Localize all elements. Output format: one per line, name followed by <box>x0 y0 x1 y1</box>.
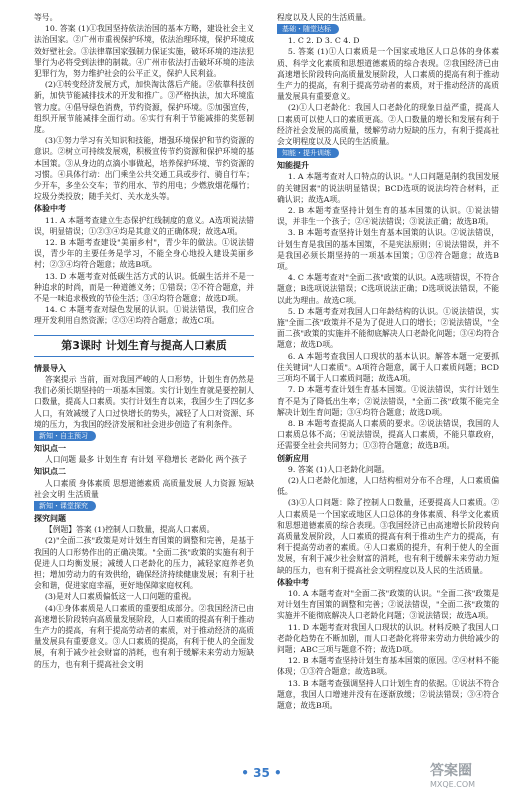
section-heading: 探究问题 <box>34 513 66 523</box>
watermark-logo <box>430 762 516 796</box>
answer-5: 5. 答案 (1)①人口素质是一个国家或地区人口总体的身体素质、科学文化素质和思想道德素质的综合表现。②我国经济已由高速增长阶段转向高质量发展阶段，人口素质的提高有利于推动生产力的提高，有利于提高劳动者的素质，对于推动经济的高质量发展具有重要意义。 <box>277 47 499 102</box>
answer-4: 4. C 本题考查对"全面二孩"政策的认识。A选项错误，不符合题意；B选项说法错误；C选项说法正确；D选项说法错误，不能以此为理由。故选C项。 <box>277 273 499 305</box>
answer-1: 1. A 本题考查对人口特点的认识。"人口问题是制约我国发展的关键因素"的说法明显错误；BCD选项的说法均符合材料，正确认识；故选A项。 <box>277 172 499 204</box>
section-heading: 知识点一 <box>34 443 66 453</box>
lesson-title: 第3课时 计划生育与提高人口素质 <box>34 335 254 357</box>
answer-8: 8. B 本题考查提高人口素质的要求。②说法错误，我国的人口素质总体不高；④说法错误，提高人口素质，不能只靠政府，还需要全社会共同努力；①③符合题意；故选B项。 <box>277 418 499 451</box>
answer-1-4: 1. C 2. D 3. C 4. D <box>287 36 360 46</box>
section-banner: 知能・提升训练 <box>277 148 339 158</box>
section-heading: 知识点二 <box>34 467 66 477</box>
watermark-url: MXQE.COM <box>430 780 476 789</box>
section-heading: 情景导入 <box>34 363 66 373</box>
paragraph: (2)①转变经济发展方式，加快淘汰落后产能。②依靠科技创新，加快节能减排技术的开发和推广。③严格执法，加大环境监管力度。④倡导绿色消费，节约资源，保护环境。⑤加强宣传，组织开展节能减排全面行动。⑥实行有利于节能减排的奖惩制度。 <box>34 80 254 135</box>
left-column <box>34 12 254 670</box>
answer-12: 12. B 本题考查建设"美丽乡村"，青少年的做法。①说法错误，青少年的主要任务是学习，不能全身心地投入建设美丽乡村；②③④均符合题意；故选B项。 <box>34 238 254 270</box>
paragraph: 等号。 <box>34 13 58 22</box>
paragraph: 人口素质 身体素质 思想道德素质 高质量发展 人力资源 短缺 社会文明 生活质量 <box>34 478 254 499</box>
answer-13: 13. D 本题考查对低碳生活方式的认识。低碳生活并不是一种追求的时尚，而是一种道德义务；①错误；②不符合题意，并不是一味追求极致的节俭生活；③④均符合题意；故选D项。 <box>34 271 254 304</box>
answer-12: 12. B 本题考查坚持计划生育基本国策的原因。②④材料不能体现；①③符合题意；故选B项。 <box>277 656 499 677</box>
answer-13: 13. B 本题考查强调坚持人口计划生育的依据。①说法不符合题意，我国人口增速并没有在逐渐放缓；②说法错误；③④符合题意；故选B项。 <box>277 678 499 710</box>
answer-5: 5. D 本题考查对我国人口年龄结构的认识。①说法错误，实施"全面二孩"政策并不是为了促进人口的增长；②说法错误，"全面二孩"政策的实施并不能彻底解决人口老龄化问题；③④均符合题意；故选D项。 <box>277 306 499 350</box>
right-column <box>277 12 499 711</box>
paragraph: (2)人口老龄化加速，人口结构相对分布不合理，人口素质偏低。 <box>277 475 499 497</box>
answer-7: 7. D 本题考查计划生育基本国策。①说法错误，实行计划生育不是为了降低出生率；②说法错误，"全面二孩"政策不能完全解决计划生育问题；③④均符合题意；故选D项。 <box>277 385 499 417</box>
answer-10: 10. 答案 (1)①我国坚持依法治国的基本方略，建设社会主义法治国家。②广州市重视保护环境，依法治理环境，保护环境成效好壁社会。③法律靠国家强制力保证实施，破坏环境的违法犯罪行为必将受到法律的制裁。④广州市依法打击破坏环境的违法犯罪行为，努力维护社会的公平正义，保护人民利益。 <box>34 24 254 79</box>
section-heading: 创新应用 <box>277 453 309 463</box>
paragraph: (4)①身体素质是人口素质的重要组成部分。②我国经济已由高速增长阶段转向高质量发展阶段，人口素质的提高有利于推动生产力的提高，有利于提高劳动者的素质，对于推动经济的高质量发展具有重要意义。③人口素质的提高，有利于使人的全面发展，有利于减少社会财富的消耗，也有利于缓解未来劳动力短缺的压力，也有利于提高社会文明 <box>34 603 254 669</box>
page-number: • 35 • <box>241 766 282 780</box>
paragraph: (3)是对人口素质偏低这一人口问题的重视。 <box>44 592 197 602</box>
answer-11: 11. A 本题考查建立生态保护红线制度的意义。A选项说法错误，明显错误；①②③④均是其意义的正确体现；故选A项。 <box>34 215 254 236</box>
paragraph: (2)"全面二孩"政策是对计划生育国策的调整和完善，是基于我国的人口形势作出的正确决策。"全面二孩"政策的实施有利于促进人口均衡发展；减缓人口老龄化的压力，减轻家庭养老负担；增加劳动力的有效供给，确保经济持续健康发展；有利于社会和谐，促进家庭幸福，更好地保障家庭权利。 <box>34 536 254 591</box>
answer-2: 2. B 本题考查坚持计划生育的基本国策的认识。①说法错误，并非生一个孩子；②④说法错误；③说法正确；故选B项。 <box>277 206 499 227</box>
paragraph: 答案提示 当前，面对我国严峻的人口形势，计划生育仍然是我们必须长期坚持的一项基本国策。实行计划生育就是要控制人口数量，提高人口素质。实行计划生育以来，我国少生了四亿多人口，有效减缓了人口过快增长的势头，减轻了人口对资源、环境的压力，为我国的经济发展和社会进步创造了有利条件。 <box>34 374 254 429</box>
section-heading: 体验中考 <box>277 577 309 587</box>
answer-14: 14. C 本题考查对绿色发展的认识。①说法错误，我们应合理开发利用自然资源；②③④均符合题意；故选C项。 <box>34 305 254 326</box>
watermark-text: 答案圈 <box>430 763 472 779</box>
section-banner: 新知・课堂探究 <box>34 501 96 511</box>
answer-9: 9. 答案 (1)人口老龄化问题。 <box>287 464 390 474</box>
section-heading: 知能提升 <box>277 161 309 171</box>
paragraph: (2)①人口老龄化：我国人口老龄化的现象日益严重，提高人口素质可以使人口的素质更高。②人口数量的增长和发展有利于经济社会发展的高质量，缓解劳动力短缺的压力，有利于提高社会文明程度以及人民的生活质量。 <box>277 103 499 147</box>
section-banner: 新知・自主预习 <box>34 431 96 441</box>
answer-6: 6. A 本题考查我国人口现状的基本认识。解答本题一定要抓住关键词"人口素质"。A项符合题意，属于人口素质问题；BCD三项均不属于人口素质问题；故选A项。 <box>277 351 499 384</box>
paragraph: 人口问题 最多 计划生育 有计划 平稳增长 老龄化 两个孩子 <box>44 455 247 465</box>
answer-10: 10. A 本题考查对"全面二孩"政策的认识。"全面二孩"政策是对计划生育国策的调整和完善；②说法错误，"全面二孩"政策的实施并不能彻底解决人口老龄化问题；③说法错误；故选A项。 <box>277 588 499 621</box>
paragraph: (3)①人口问题：除了控制人口数量，还要提高人口素质。②人口素质是一个国家或地区人口总体的身体素质、科学文化素质和思想道德素质的综合表现。③我国经济已由高速增长阶段转向高质量发展阶段，人口素质的提高有利于推动生产力的提高，有利于提高劳动者的素质。④人口素质的提升，有利于使人的全面发展，有利于减少社会财富的消耗，也有利于缓解未来劳动力短缺的压力，也有利于提高社会文明程度以及人民的生活质量。 <box>277 498 499 575</box>
example-answer: 【例题】答案 (1)控制人口数量，提高人口素质。 <box>44 525 215 535</box>
section-banner: 基础・随堂达标 <box>277 24 339 34</box>
answer-3: 3. B 本题考查坚持计划生育基本国策的认识。②说法错误，计划生育是我国的基本国策，不是宪法原则；④说法错误，并不是我国必须长期坚持的一项基本国策；①③符合题意；故选B项。 <box>277 228 499 272</box>
section-heading: 体验中考 <box>34 204 66 214</box>
answer-11: 11. D 本题考查对我国人口现状的认识。材料反映了我国人口老龄化趋势在不断加剧，而人口老龄化将带来劳动力供给减少的问题；ABC三项与题意不符；故选D项。 <box>277 622 499 654</box>
paragraph: 程度以及人民的生活质量。 <box>277 13 371 22</box>
paragraph: (3)①努力学习有关知识和技能，增强环境保护和节约资源的意识。②树立可持续发展观，积极宣传节约资源和保护环境的基本国策。③从身边的点滴小事做起，培养保护环境、节约资源的习惯。④具体行动：出门乘坐公共交通工具或步行、骑自行车；少开车，多坐公交车；节约用水、节约用电；少燃放烟花爆竹；垃圾分类投放；随手关灯、关水龙头等。 <box>34 136 254 202</box>
